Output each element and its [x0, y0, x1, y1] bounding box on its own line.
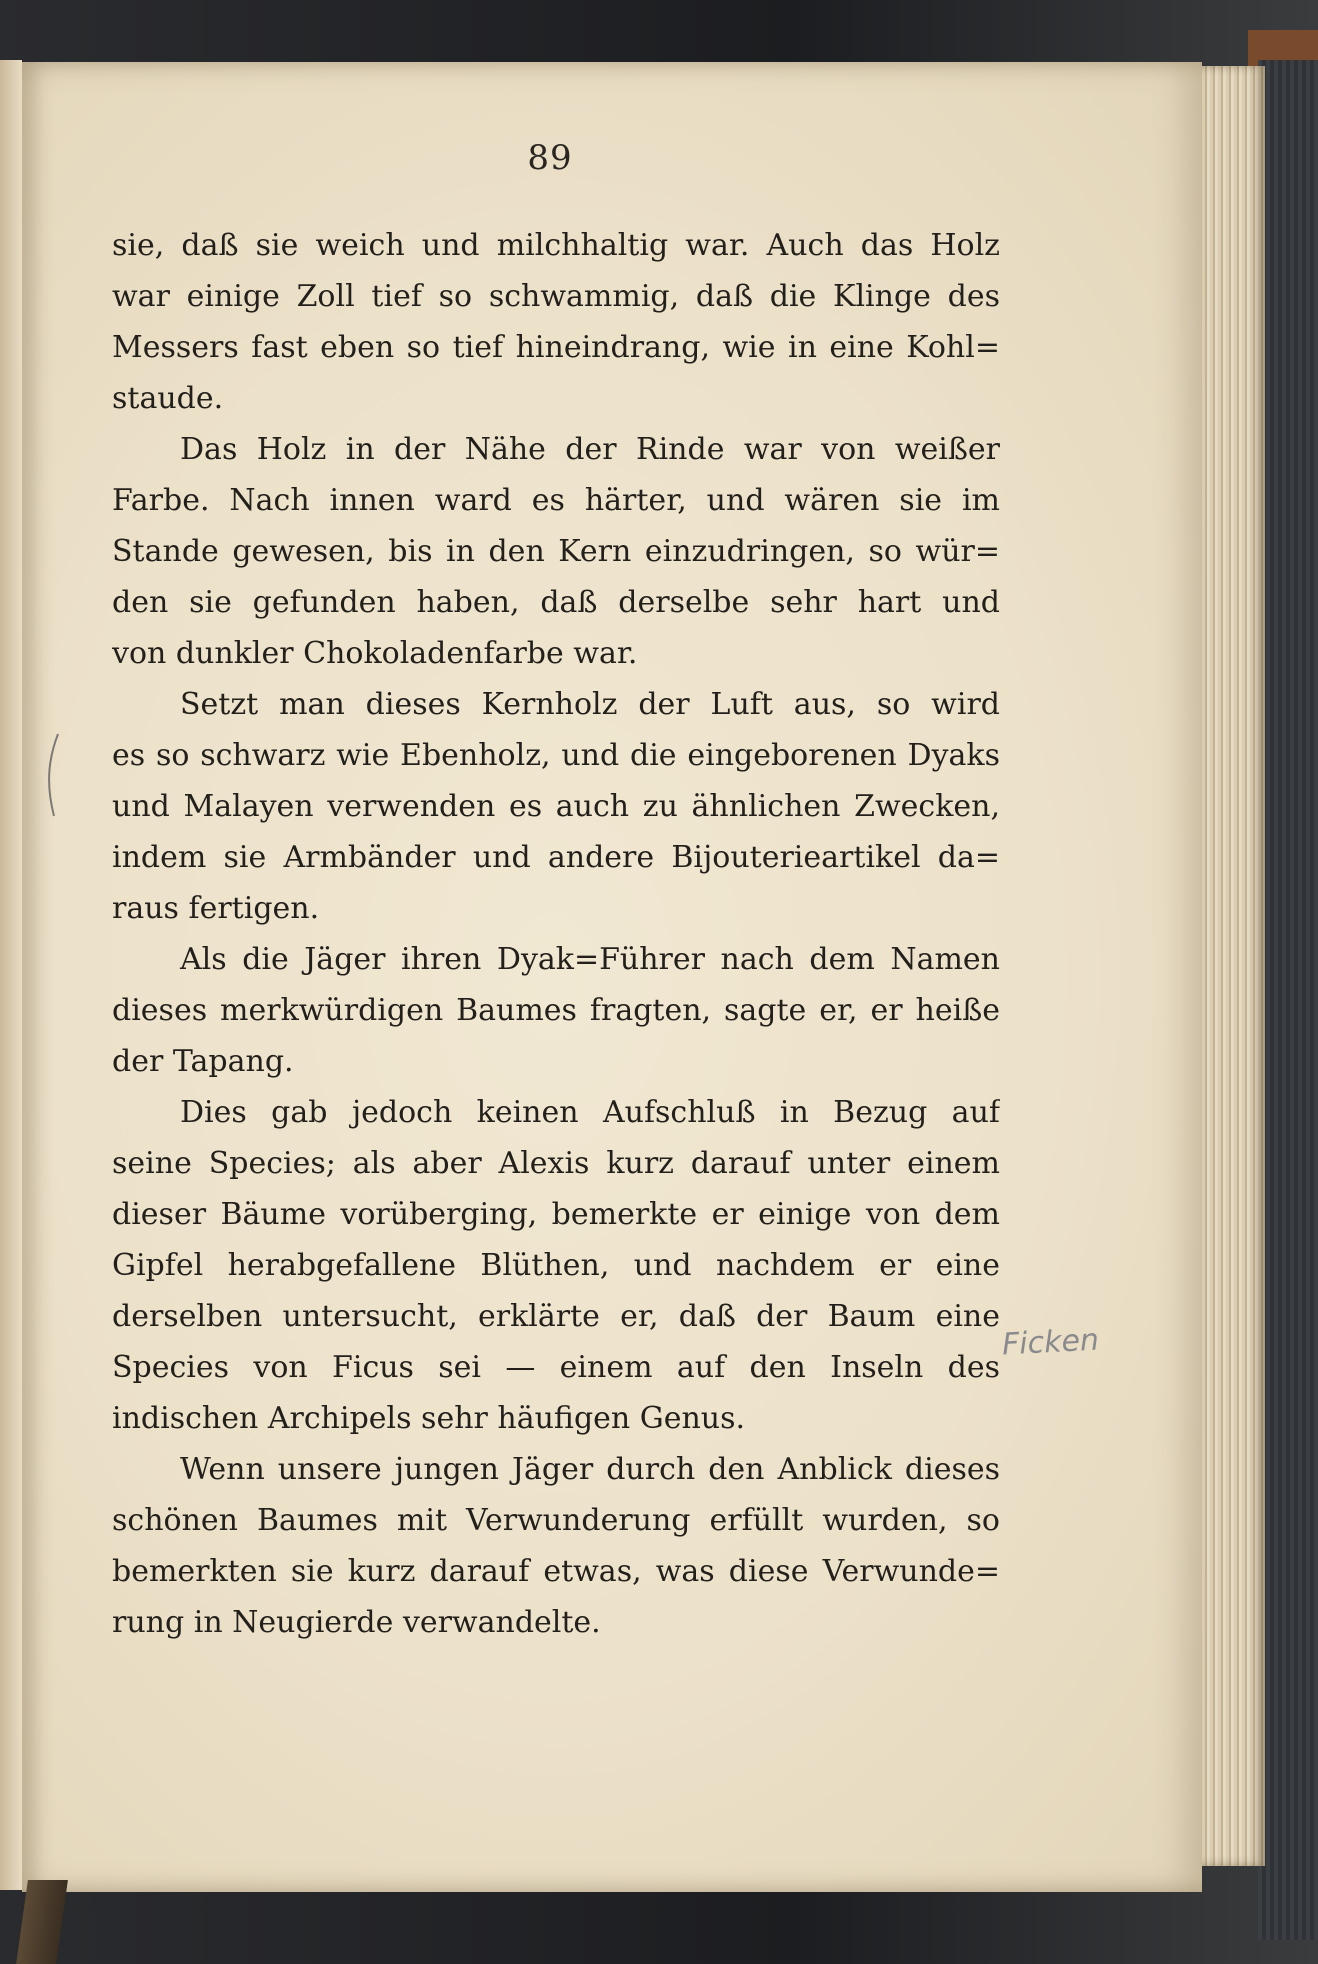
text-line: Species von Ficus sei — einem auf den Inseln des [112, 1350, 1000, 1385]
text-line: Farbe. Nach innen ward es härter, und wären sie im [112, 483, 1000, 518]
text-line: es so schwarz wie Ebenholz, und die eingeborenen Dyaks [112, 738, 1000, 773]
text-line: war einige Zoll tief so schwammig, daß die Klinge des [112, 279, 1000, 314]
text-line: rung in Neugierde verwandelte. [112, 1605, 601, 1640]
handwritten-marginalia: Ficken [1001, 1322, 1100, 1363]
facing-page-edge [0, 60, 22, 1890]
page-number: 89 [527, 138, 573, 178]
text-line: und Malayen verwenden es auch zu ähnlichen Zwecken, [112, 789, 1000, 824]
text-line: Dies gab jedoch keinen Aufschluß in Bezug auf [180, 1095, 1000, 1130]
text-line: Das Holz in der Nähe der Rinde war von weißer [180, 432, 1000, 467]
text-line: bemerkten sie kurz darauf etwas, was diese Verwunde= [112, 1554, 1000, 1589]
pencil-mark-icon [40, 730, 66, 820]
text-line: sie, daß sie weich und milchhaltig war. Auch das Holz [112, 228, 1000, 263]
text-line: indischen Archipels sehr häufigen Genus. [112, 1401, 746, 1436]
text-line: Gipfel herabgefallene Blüthen, und nachdem er eine [112, 1248, 1000, 1283]
text-line: dieses merkwürdigen Baumes fragten, sagte er, er heiße [112, 993, 1000, 1028]
text-line: der Tapang. [112, 1044, 294, 1079]
text-line: den sie gefunden haben, daß derselbe sehr hart und [112, 585, 1000, 620]
text-line: staude. [112, 381, 224, 416]
text-line: dieser Bäume vorüberging, bemerkte er einige von dem [112, 1197, 1000, 1232]
text-line: schönen Baumes mit Verwunderung erfüllt wurden, so [112, 1503, 1000, 1538]
text-line: Wenn unsere jungen Jäger durch den Anblick dieses [180, 1452, 1000, 1487]
text-line: Stande gewesen, bis in den Kern einzudringen, so wür= [112, 534, 1000, 569]
book-cover-edge [1258, 60, 1318, 1940]
text-line: seine Species; als aber Alexis kurz darauf unter einem [112, 1146, 1000, 1181]
text-line: derselben untersucht, erklärte er, daß der Baum eine [112, 1299, 1000, 1334]
body-text [112, 220, 1000, 1648]
text-line: raus fertigen. [112, 891, 320, 926]
text-line: Als die Jäger ihren Dyak=Führer nach dem Namen [180, 942, 1000, 977]
text-line: von dunkler Chokoladenfarbe war. [112, 636, 638, 671]
text-line: Setzt man dieses Kernholz der Luft aus, so wird [180, 687, 1000, 722]
text-line: Messers fast eben so tief hineindrang, wie in eine Kohl= [112, 330, 1000, 365]
text-line: indem sie Armbänder und andere Bijouterieartikel da= [112, 840, 1000, 875]
